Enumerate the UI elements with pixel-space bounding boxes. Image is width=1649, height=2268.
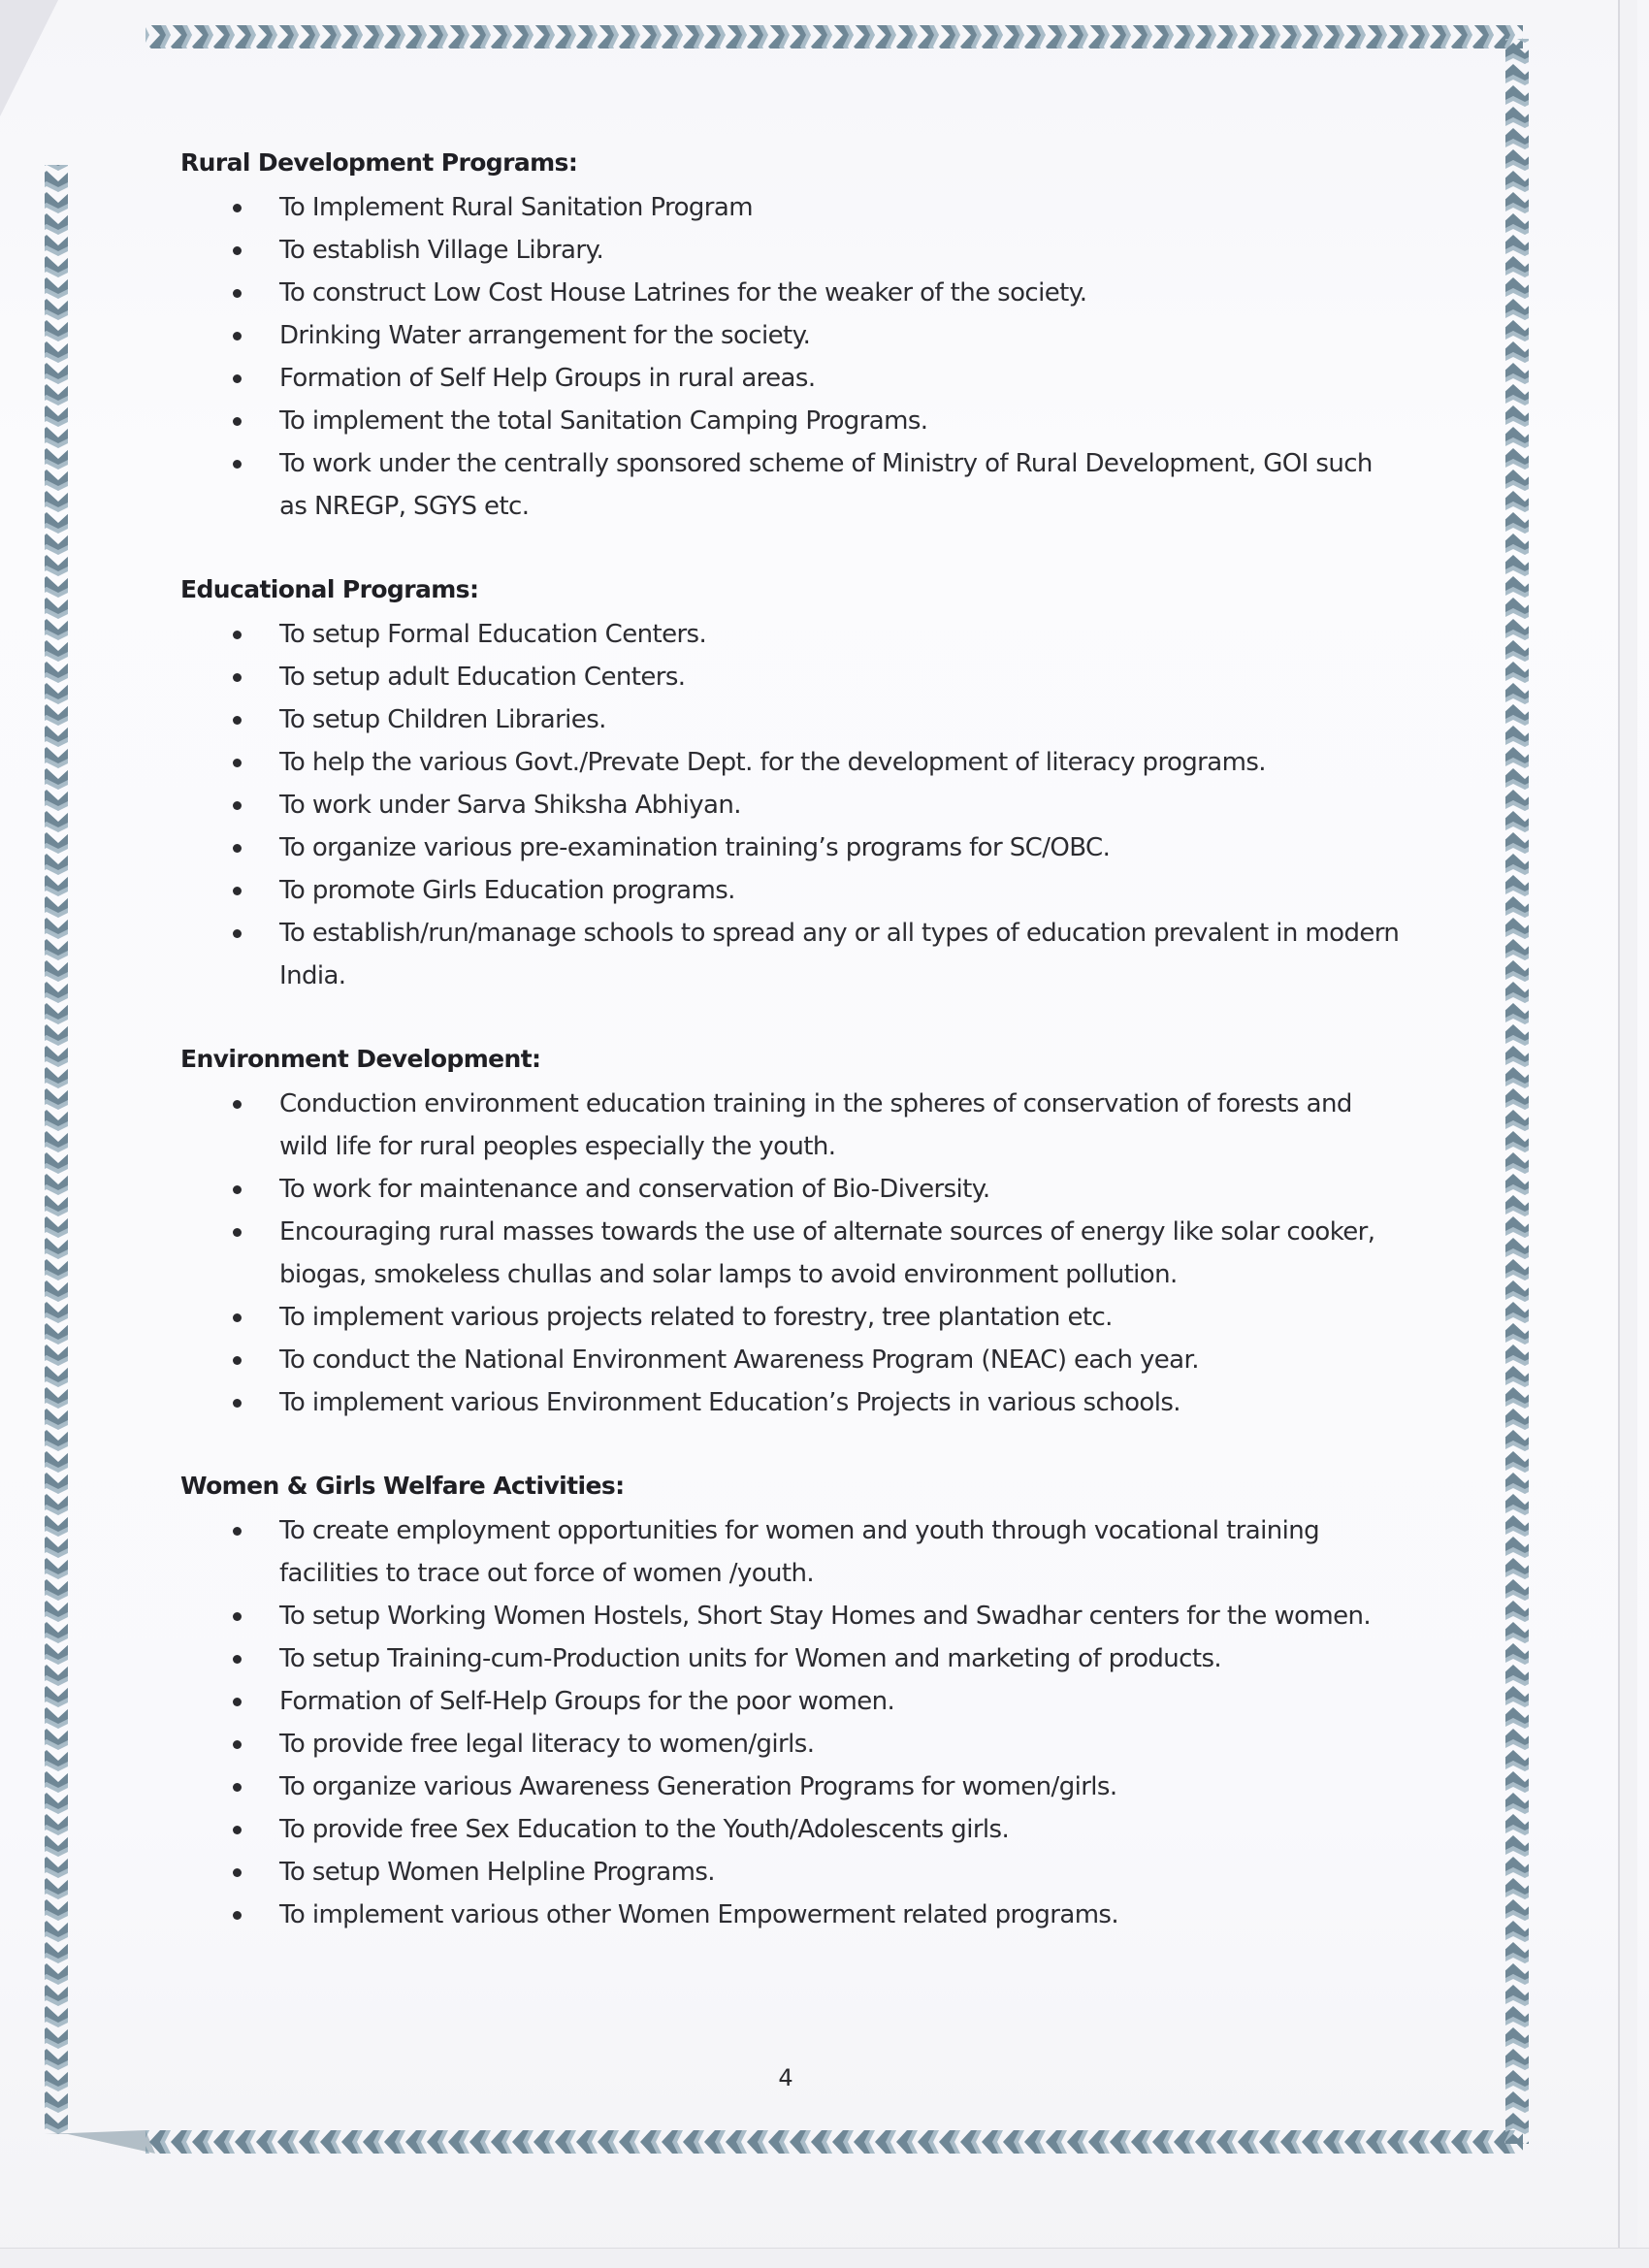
list-item bbox=[180, 186, 1403, 229]
bullet-icon bbox=[233, 1911, 242, 1920]
bullet-icon bbox=[233, 1612, 242, 1621]
bullet-icon bbox=[233, 1399, 242, 1408]
list-item-text: Encouraging rural masses towards the use of alternate sources of energy like solar cooker, biogas, smokeless chullas and solar lamps to avoid environment pollution. bbox=[279, 1217, 1375, 1289]
list-item bbox=[180, 912, 1403, 997]
list-item bbox=[180, 314, 1403, 357]
bullet-icon bbox=[233, 1228, 242, 1237]
section-heading: Environment Development: bbox=[180, 1045, 541, 1073]
bullet-icon bbox=[233, 1740, 242, 1749]
list-item-text: To provide free legal literacy to women/girls. bbox=[279, 1730, 815, 1759]
list-item bbox=[180, 741, 1403, 784]
bullet-icon bbox=[233, 716, 242, 725]
list-item-text: To setup Formal Education Centers. bbox=[279, 620, 707, 649]
list-item bbox=[180, 1595, 1403, 1637]
bullet-list bbox=[180, 186, 1403, 528]
page-number: 4 bbox=[778, 2064, 793, 2091]
border-top bbox=[146, 25, 1523, 49]
bullet-icon bbox=[233, 801, 242, 810]
list-item-text: To promote Girls Education programs. bbox=[279, 876, 735, 905]
list-item bbox=[180, 1851, 1403, 1894]
bullet-icon bbox=[233, 631, 242, 639]
bullet-icon bbox=[233, 1698, 242, 1706]
list-item bbox=[180, 1766, 1403, 1808]
bullet-icon bbox=[233, 204, 242, 212]
list-item bbox=[180, 1680, 1403, 1723]
list-item-text: To implement various projects related to forestry, tree plantation etc. bbox=[279, 1303, 1113, 1332]
list-item bbox=[180, 1296, 1403, 1339]
list-item-text: Conduction environment education training in the spheres of conservation of forests and wild life for rural peoples especially the youth. bbox=[279, 1089, 1352, 1161]
bullet-icon bbox=[233, 1356, 242, 1365]
list-item-text: To implement various Environment Education’s Projects in various schools. bbox=[279, 1388, 1180, 1417]
list-item-text: To provide free Sex Education to the Youth/Adolescents girls. bbox=[279, 1815, 1010, 1844]
bullet-list bbox=[180, 1509, 1403, 1936]
list-item-text: To organize various Awareness Generation Programs for women/girls. bbox=[279, 1772, 1117, 1801]
list-item-text: To setup adult Education Centers. bbox=[279, 663, 686, 692]
list-item bbox=[180, 698, 1403, 741]
bullet-icon bbox=[233, 1655, 242, 1664]
section-rural-development bbox=[180, 146, 1403, 528]
list-item bbox=[180, 1509, 1403, 1595]
list-item bbox=[180, 656, 1403, 698]
list-item-text: To work under the centrally sponsored scheme of Ministry of Rural Development, GOI such as NREGP, SGYS etc. bbox=[279, 449, 1373, 521]
list-item bbox=[180, 613, 1403, 656]
bullet-icon bbox=[233, 1783, 242, 1792]
bullet-icon bbox=[233, 759, 242, 767]
border-right bbox=[1505, 39, 1529, 2144]
list-item bbox=[180, 826, 1403, 869]
bullet-icon bbox=[233, 374, 242, 383]
bullet-icon bbox=[233, 1527, 242, 1536]
list-item bbox=[180, 272, 1403, 314]
list-item bbox=[180, 400, 1403, 442]
list-item-text: To implement various other Women Empowerment related programs. bbox=[279, 1900, 1119, 1929]
list-item-text: Formation of Self-Help Groups for the poor women. bbox=[279, 1687, 895, 1716]
bullet-icon bbox=[233, 844, 242, 853]
document-body bbox=[180, 146, 1403, 1981]
bullet-icon bbox=[233, 1100, 242, 1109]
list-item bbox=[180, 1723, 1403, 1766]
list-item-text: To construct Low Cost House Latrines for the weaker of the society. bbox=[279, 278, 1087, 308]
list-item-text: To organize various pre-examination training’s programs for SC/OBC. bbox=[279, 833, 1111, 862]
list-item bbox=[180, 1211, 1403, 1296]
bullet-icon bbox=[233, 1868, 242, 1877]
list-item bbox=[180, 1339, 1403, 1381]
bullet-icon bbox=[233, 460, 242, 469]
bullet-icon bbox=[233, 1826, 242, 1834]
list-item-text: To setup Children Libraries. bbox=[279, 705, 606, 734]
bullet-icon bbox=[233, 246, 242, 255]
list-item bbox=[180, 1381, 1403, 1424]
list-item-text: To conduct the National Environment Awareness Program (NEAC) each year. bbox=[279, 1345, 1199, 1375]
section-women-girls-welfare bbox=[180, 1469, 1403, 1936]
list-item bbox=[180, 1083, 1403, 1168]
list-item-text: To establish Village Library. bbox=[279, 236, 604, 265]
bullet-icon bbox=[233, 673, 242, 682]
border-bottom bbox=[146, 2130, 1523, 2154]
list-item-text: To create employment opportunities for women and youth through vocational training facilities to trace out force of women /youth. bbox=[279, 1516, 1319, 1588]
list-item bbox=[180, 229, 1403, 272]
list-item bbox=[180, 869, 1403, 912]
list-item bbox=[180, 357, 1403, 400]
list-item-text: To establish/run/manage schools to spread any or all types of education prevalent in modern India. bbox=[279, 919, 1400, 990]
list-item-text: To setup Training-cum-Production units for Women and marketing of products. bbox=[279, 1644, 1222, 1673]
list-item-text: To help the various Govt./Prevate Dept. for the development of literacy programs. bbox=[279, 748, 1266, 777]
list-item-text: Drinking Water arrangement for the society. bbox=[279, 321, 811, 350]
bullet-icon bbox=[233, 417, 242, 426]
bullet-icon bbox=[233, 1313, 242, 1322]
section-educational-programs bbox=[180, 572, 1403, 997]
list-item bbox=[180, 1637, 1403, 1680]
section-environment-development bbox=[180, 1042, 1403, 1424]
bullet-icon bbox=[233, 1185, 242, 1194]
list-item bbox=[180, 442, 1403, 528]
list-item bbox=[180, 1894, 1403, 1936]
bullet-icon bbox=[233, 289, 242, 298]
list-item-text: To work for maintenance and conservation of Bio-Diversity. bbox=[279, 1175, 990, 1204]
list-item-text: To setup Women Helpline Programs. bbox=[279, 1858, 715, 1887]
list-item-text: Formation of Self Help Groups in rural areas. bbox=[279, 364, 816, 393]
bullet-list bbox=[180, 613, 1403, 997]
section-heading: Women & Girls Welfare Activities: bbox=[180, 1472, 625, 1500]
list-item-text: To work under Sarva Shiksha Abhiyan. bbox=[279, 791, 741, 820]
section-heading: Rural Development Programs: bbox=[180, 148, 578, 177]
border-left bbox=[45, 165, 68, 2134]
list-item-text: To Implement Rural Sanitation Program bbox=[279, 193, 753, 222]
section-heading: Educational Programs: bbox=[180, 575, 479, 603]
list-item bbox=[180, 1808, 1403, 1851]
list-item-text: To implement the total Sanitation Camping Programs. bbox=[279, 406, 928, 436]
bullet-icon bbox=[233, 887, 242, 895]
bullet-icon bbox=[233, 929, 242, 938]
list-item-text: To setup Working Women Hostels, Short Stay Homes and Swadhar centers for the women. bbox=[279, 1602, 1372, 1631]
list-item bbox=[180, 784, 1403, 826]
bullet-list bbox=[180, 1083, 1403, 1424]
list-item bbox=[180, 1168, 1403, 1211]
bullet-icon bbox=[233, 332, 242, 340]
